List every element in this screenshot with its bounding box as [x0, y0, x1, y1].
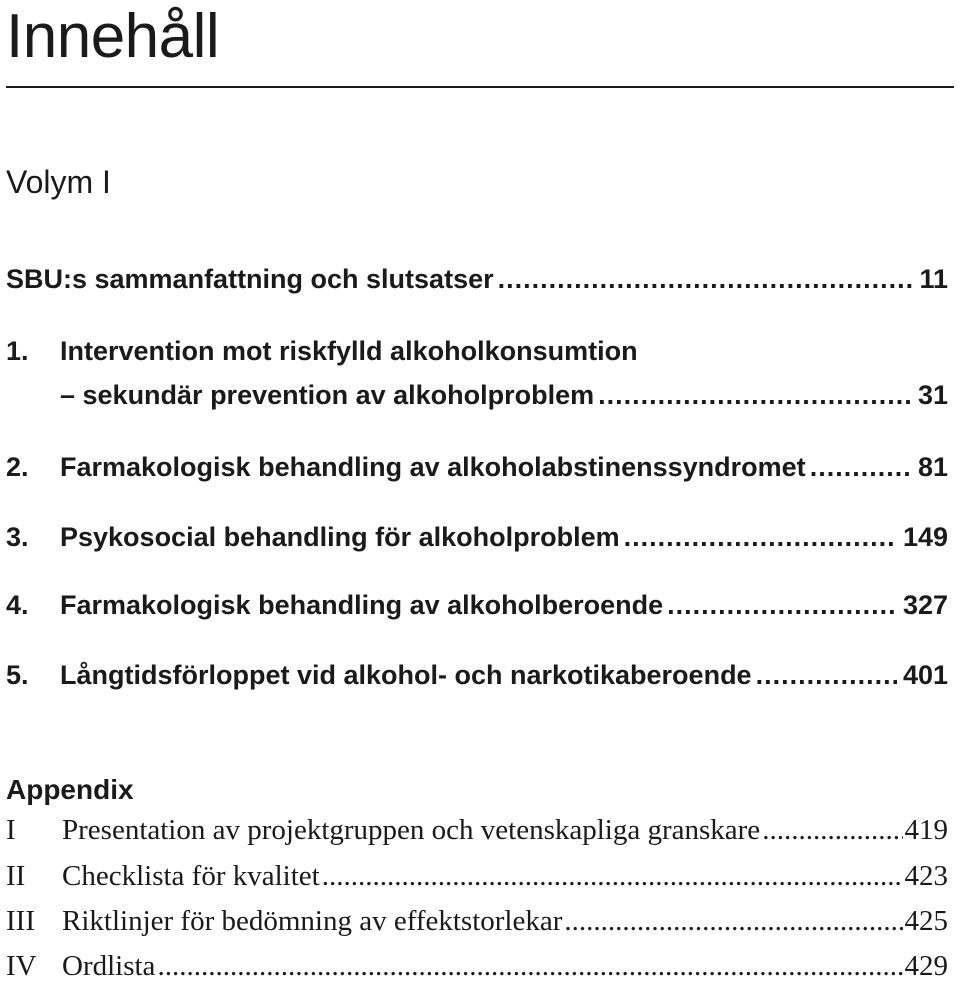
- leader-dots: [756, 660, 897, 691]
- leader-dots: [810, 452, 912, 483]
- toc-entry-chapter-1-continuation[interactable]: [6, 380, 948, 411]
- appendix-heading: Appendix: [6, 774, 134, 805]
- toc-entry-text: Långtidsförloppet vid alkohol- och narkotikaberoende: [60, 660, 752, 690]
- appendix-item-text: Riktlinjer för bedömning av effektstorlekar: [62, 905, 563, 937]
- toc-entry-text: Farmakologisk behandling av alkoholabstinenssyndromet: [60, 452, 806, 482]
- appendix-item-3[interactable]: [6, 905, 948, 938]
- appendix-item-number: I: [6, 814, 16, 846]
- appendix-item-page: 419: [904, 814, 948, 846]
- toc-entry-summary[interactable]: [6, 264, 948, 295]
- toc-entry-text: Farmakologisk behandling av alkoholberoende: [60, 590, 664, 620]
- title-divider: [6, 86, 954, 88]
- leader-dots: [322, 860, 903, 893]
- toc-entry-number: 3.: [6, 522, 29, 552]
- leader-dots: [157, 950, 902, 983]
- appendix-item-page: 429: [904, 950, 948, 982]
- toc-entry-text: Psykosocial behandling för alkoholproblem: [60, 522, 620, 552]
- toc-entry-text: Intervention mot riskfylld alkoholkonsumtion: [60, 336, 638, 366]
- toc-entry-number: 2.: [6, 452, 29, 482]
- appendix-item-page: 425: [904, 905, 948, 937]
- appendix-item-1[interactable]: [6, 814, 948, 847]
- appendix-item-text: Presentation av projektgruppen och vetenskapliga granskare: [62, 814, 761, 846]
- volume-heading: Volym I: [6, 164, 111, 200]
- leader-dots: [667, 590, 897, 621]
- toc-entry-chapter-2[interactable]: [6, 452, 948, 483]
- toc-entry-chapter-1[interactable]: [6, 336, 948, 367]
- toc-entry-page: 149: [902, 522, 948, 552]
- toc-entry-text: – sekundär prevention av alkoholproblem: [60, 380, 595, 410]
- toc-entry-page: 11: [919, 264, 948, 294]
- toc-entry-number: 4.: [6, 590, 29, 620]
- toc-entry-chapter-5[interactable]: [6, 660, 948, 691]
- appendix-item-page: 423: [904, 860, 948, 892]
- toc-entry-page: 401: [902, 660, 948, 690]
- leader-dots: [498, 264, 914, 295]
- page-title: Innehåll: [6, 2, 220, 71]
- appendix-item-2[interactable]: [6, 860, 948, 893]
- toc-entry-page: 81: [917, 452, 948, 482]
- leader-dots: [564, 905, 902, 938]
- leader-dots: [762, 814, 902, 847]
- leader-dots: [598, 380, 912, 411]
- leader-dots: [624, 522, 897, 553]
- toc-entry-number: 5.: [6, 660, 29, 690]
- appendix-item-4[interactable]: [6, 950, 948, 983]
- appendix-item-number: IV: [6, 950, 37, 982]
- toc-entry-chapter-3[interactable]: [6, 522, 948, 553]
- toc-entry-text: SBU:s sammanfattning och slutsatser: [6, 264, 494, 294]
- appendix-item-text: Ordlista: [62, 950, 156, 982]
- appendix-item-number: III: [6, 905, 35, 937]
- toc-entry-page: 327: [902, 590, 948, 620]
- appendix-item-number: II: [6, 860, 26, 892]
- appendix-item-text: Checklista för kvalitet: [62, 860, 320, 892]
- toc-entry-chapter-4[interactable]: [6, 590, 948, 621]
- toc-entry-page: 31: [917, 380, 948, 410]
- toc-entry-number: 1.: [6, 336, 29, 366]
